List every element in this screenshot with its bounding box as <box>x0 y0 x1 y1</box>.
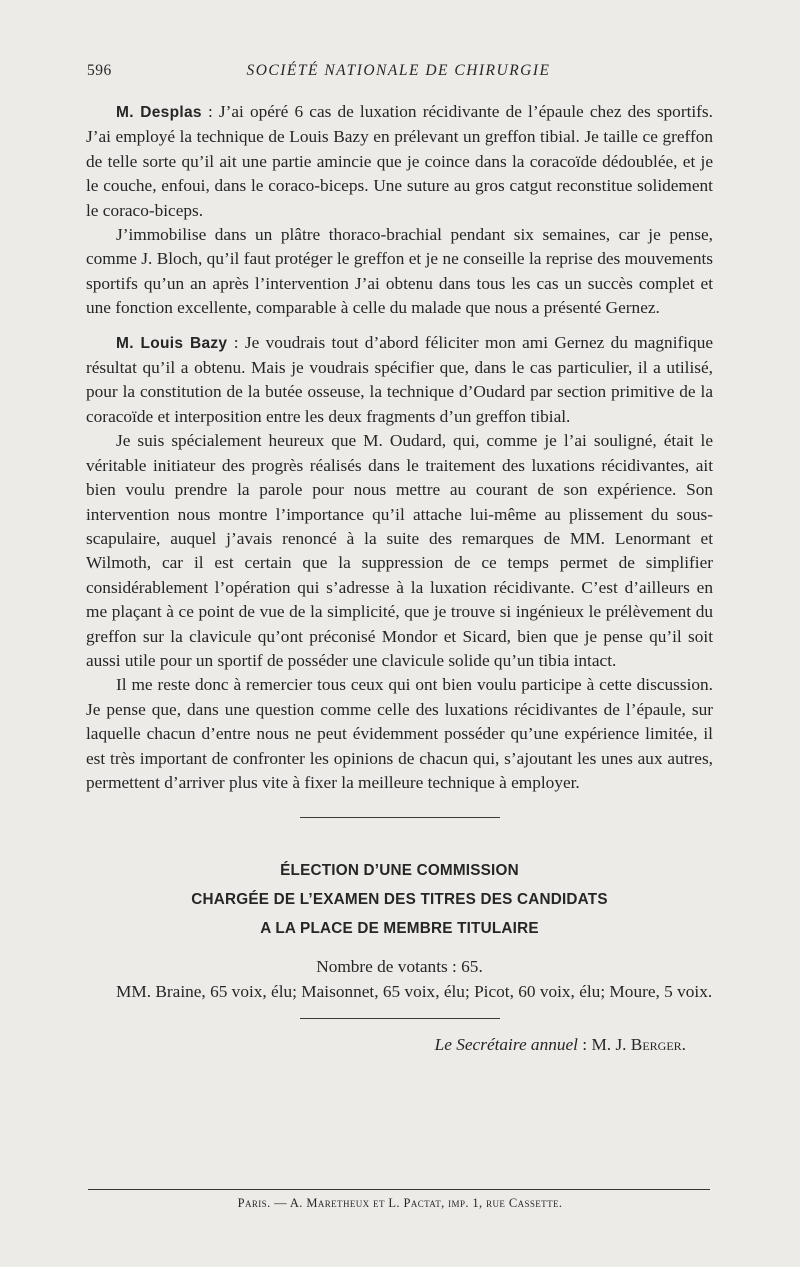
page-number: 596 <box>87 62 112 79</box>
section-divider <box>300 817 500 818</box>
election-results: MM. Braine, 65 voix, élu; Maisonnet, 65 voix, élu; Picot, 60 voix, élu; Moure, 5 voix. <box>116 981 713 1001</box>
article-body <box>86 100 713 1058</box>
speaker-bazy: M. Louis Bazy <box>116 334 228 352</box>
votants-count: Nombre de votants : 65. <box>316 957 483 977</box>
election-heading-line-2: CHARGÉE DE L’EXAMEN DES TITRES DES CANDIDATS <box>191 891 608 909</box>
running-header <box>87 62 710 84</box>
bazy-paragraph-2: Je suis spécialement heureux que M. Oudard, qui, comme je l’ai souligné, était le véritable initiateur des progrès réalisés dans le traitement des luxations récidivantes, ait bien voulu prendre la parole pour nous mettre au courant de son expérience. Son intervention nous montre l’importance qu’il attache lui-même au plissement du sous-scapulaire, auquel j’avais renoncé à la suite des remarques de MM. Lenormant et Wilmoth, car il est certain que la suppression de ce temps permet de simplifier considérablement l’opération qui s’adresse à la luxation récidivante. C’est d’ailleurs en me plaçant à ce point de vue de la simplicité, que je trouve si ingénieux le prélèvement du greffon sur la clavicule qu’ont préconisé Mondor et Sicard, bien que je pense qu’il soit aussi utile pour un sportif de posséder une clavicule solide qu’un tibia intact. <box>86 431 713 670</box>
signature-separator: : <box>577 1035 592 1055</box>
bazy-paragraph-1 <box>86 331 713 430</box>
printer-footer <box>0 1196 800 1211</box>
signature-divider <box>300 1018 500 1019</box>
desplas-paragraph-2: J’immobilise dans un plâtre thoraco-brachial pendant six semaines, car je pense, comme J. Bloch, qu’il faut protéger le greffon et je ne conseille la reprise des mouvements sportifs qu’un an après l’intervention J’ai obtenu dans tous les cas un succès complet et une fonction excellente, comparable à celle du malade que nous a présenté Gernez. <box>86 225 713 318</box>
signature-name: M. J. Berger. <box>591 1035 686 1055</box>
election-heading <box>86 856 713 943</box>
signature-role: Le Secrétaire annuel <box>434 1035 578 1055</box>
bazy-paragraph-3: Il me reste donc à remercier tous ceux qui ont bien voulu participe à cette discussion. Je pense que, dans une question comme celle des luxations récidivantes de l’épaule, sur laquelle chacun d’entre nous ne peut évidemment posséder qu’une expérience limitée, il est très important de confronter les opinions de chacun qui, s’ajoutant les unes aux autres, permettent d’arriver plus vite à fixer la meilleure technique à employer. <box>86 675 713 792</box>
desplas-paragraph-1 <box>86 100 713 223</box>
printer-footer-text: Paris. — A. Maretheux et L. Pactat, imp. 1, rue Cassette. <box>237 1196 563 1210</box>
speaker-desplas: M. Desplas <box>116 104 202 121</box>
desplas-text-1: : J’ai opéré 6 cas de luxation récidivante de l’épaule chez des sportifs. J’ai employé la technique de Louis Bazy en prélevant un greffon tibial. Je taille ce greffon de telle sorte qu’il ait une partie amincie que je coince dans la coracoïde dédoublée, et je le couche, enfoui, dans le coraco-biceps. Une suture au gros catgut reconstitue solidement le coraco-biceps. <box>86 102 713 220</box>
election-heading-line-3: A LA PLACE DE MEMBRE TITULAIRE <box>260 920 539 938</box>
election-heading-line-1: ÉLECTION D’UNE COMMISSION <box>280 862 519 880</box>
bazy-text-1: : Je voudrais tout d’abord féliciter mon ami Gernez du magnifique résultat qu’il a obtenu. Mais je voudrais spécifier que, dans le cas particulier, il a utilisé, pour la constitution de la butée osseuse, la technique d’Oudard par section primitive de la coracoïde et interposition entre les deux fragments d’un greffon tibial. <box>86 332 714 426</box>
footer-rule <box>88 1189 710 1190</box>
signature <box>86 1033 713 1057</box>
journal-title: SOCIÉTÉ NATIONALE DE CHIRURGIE <box>246 62 551 79</box>
